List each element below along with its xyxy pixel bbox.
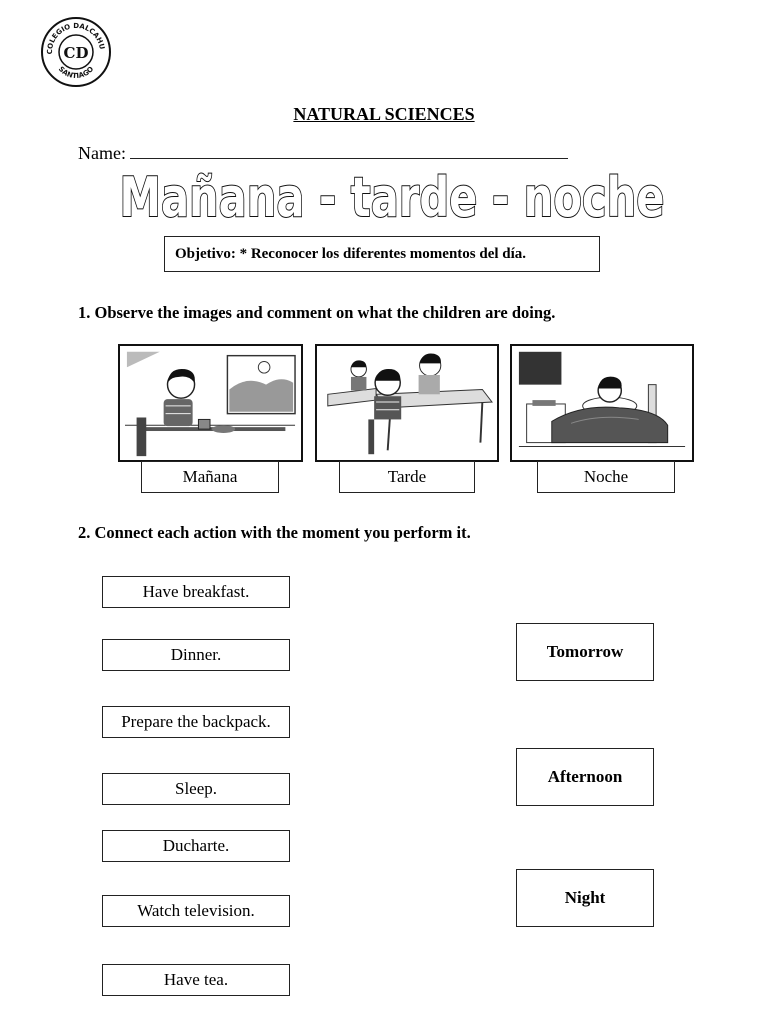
moment-tomorrow[interactable]: Tomorrow [516,623,654,681]
page-title: NATURAL SCIENCES [293,104,475,124]
action-watch-television[interactable]: Watch television. [102,895,290,927]
seal-ring-text: COLEGIO DALCAHU [45,21,106,55]
action-have-tea[interactable]: Have tea. [102,964,290,996]
name-write-line[interactable] [130,140,568,159]
caption-tarde: Tarde [339,461,475,493]
seal-bottom-text: SANTIAGO [56,65,96,81]
objective-box: Objetivo: * Reconocer los diferentes momentos del día. [164,236,600,272]
moment-night[interactable]: Night [516,869,654,927]
child-breakfast-morning-illustration [118,344,303,462]
headline-outline-text [0,160,768,232]
instruction-2: 2. Connect each action with the moment you perform it. [78,523,471,542]
instruction-1: 1. Observe the images and comment on what the children are doing. [78,303,556,322]
svg-text:SANTIAGO [57,65,96,80]
child-in-bed-night-illustration [510,344,694,462]
school-seal-icon [40,16,112,88]
name-label: Name: [78,143,126,163]
moment-afternoon[interactable]: Afternoon [516,748,654,806]
seal-monogram: CD [63,44,89,62]
caption-manana: Mañana [141,461,279,493]
caption-noche: Noche [537,461,675,493]
action-have-breakfast[interactable]: Have breakfast. [102,576,290,608]
action-ducharte[interactable]: Ducharte. [102,830,290,862]
action-prepare-backpack[interactable]: Prepare the backpack. [102,706,290,738]
children-studying-afternoon-illustration [315,344,499,462]
action-dinner[interactable]: Dinner. [102,639,290,671]
action-sleep[interactable]: Sleep. [102,773,290,805]
headline-text: Mañana - tarde - noche [119,166,665,229]
